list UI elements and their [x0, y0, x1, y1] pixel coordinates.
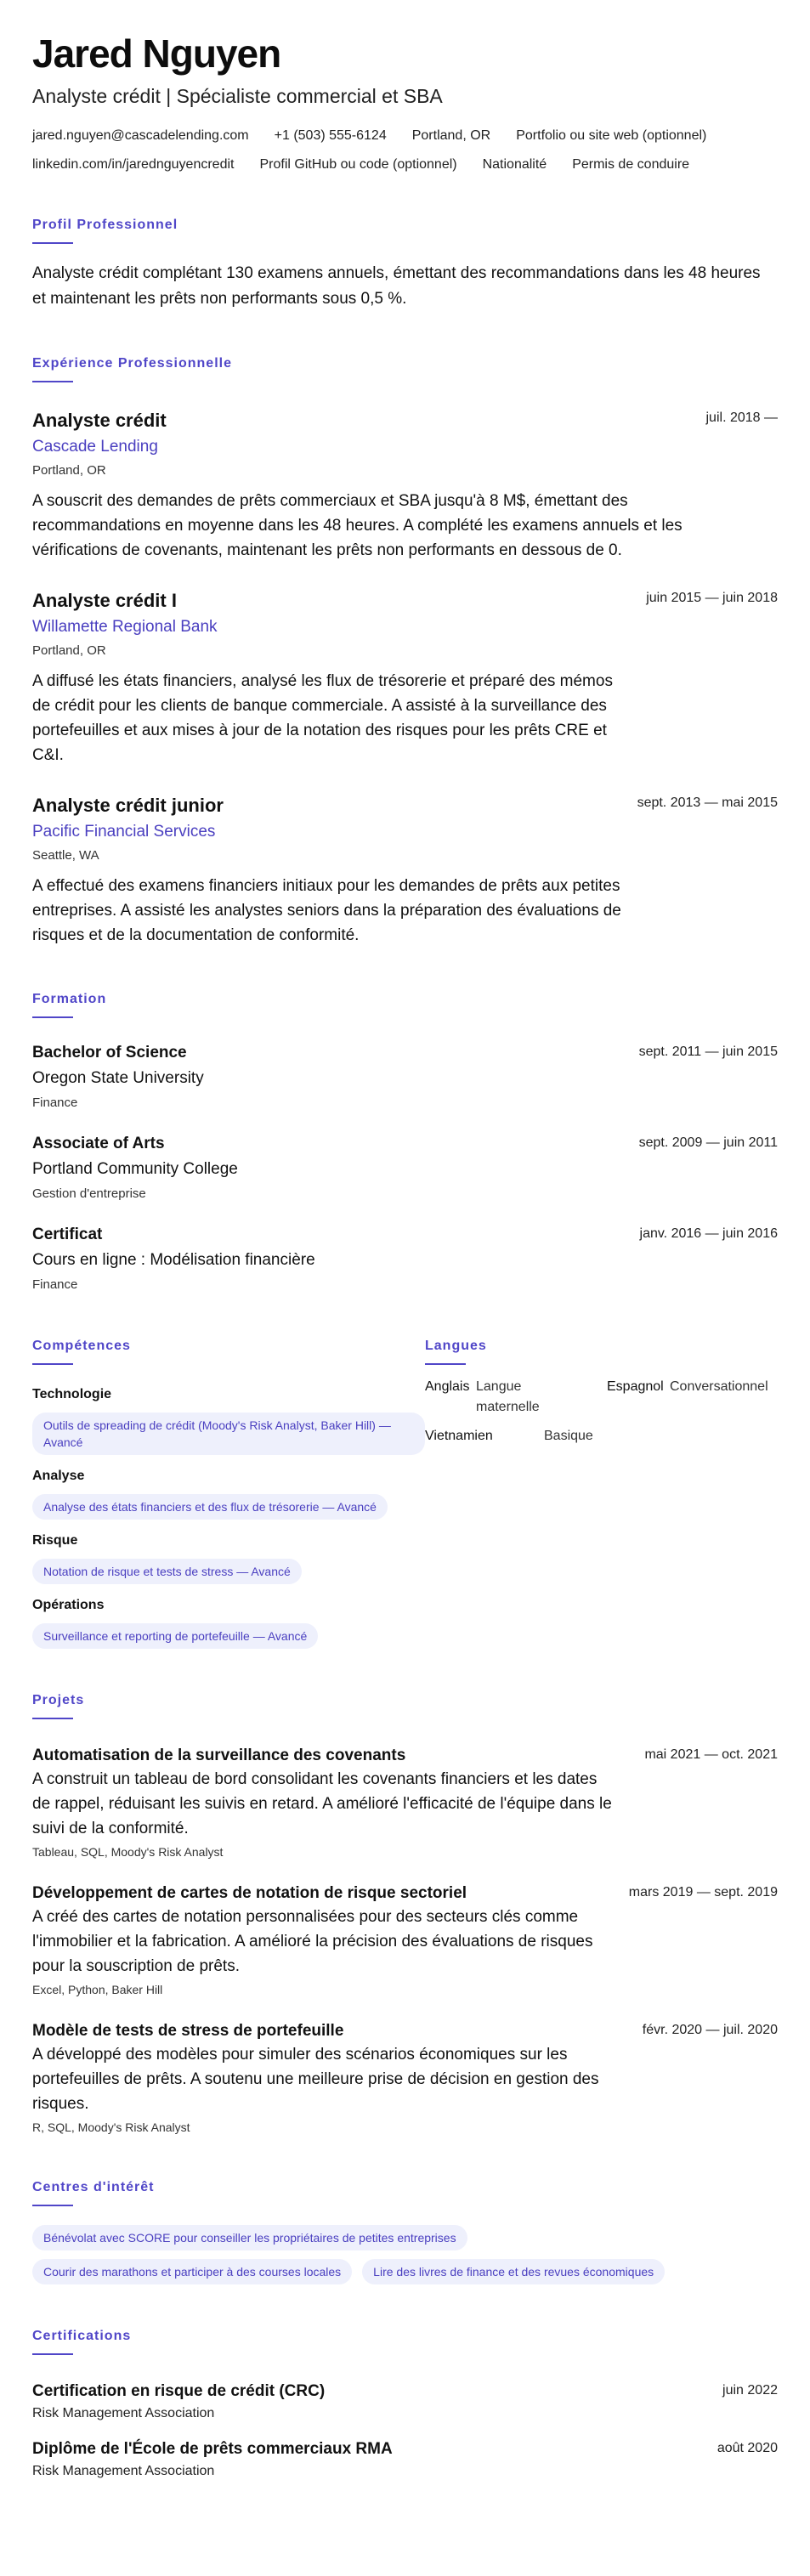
profile-section	[32, 216, 778, 312]
skills-languages-row	[32, 1337, 778, 1649]
project-tools: Excel, Python, Baker Hill	[32, 1983, 163, 1996]
education-item	[32, 1224, 778, 1294]
project-title: Modèle de tests de stress de portefeuille	[32, 2022, 344, 2040]
language-level: Basique	[544, 1429, 593, 1443]
resume-header	[32, 31, 778, 175]
section-title-projects: Projets	[32, 1693, 85, 1707]
section-divider	[32, 242, 73, 244]
section-title-education: Formation	[32, 992, 107, 1006]
skill-chip: Notation de risque et tests de stress — Avancé	[32, 1559, 302, 1584]
job-description: A diffusé les états financiers, analysé les flux de trésorerie et préparé des mémos de crédit pour les clients de banque commerciale. A assisté à la surveillance des portefeuilles et aux mises à jour de la notation des risques pour les prêts CRE et C&I.	[32, 672, 613, 764]
section-title-profile: Profil Professionnel	[32, 218, 178, 232]
project-item	[32, 2020, 778, 2136]
language-name: Anglais	[425, 1379, 470, 1394]
job-company: Cascade Lending	[32, 438, 158, 456]
interest-chip: Courir des marathons et participer à des courses locales	[32, 2259, 352, 2284]
skill-group	[32, 1531, 425, 1584]
section-title-languages: Langues	[425, 1339, 487, 1353]
language-item	[425, 1426, 607, 1447]
job-description: A effectué des examens financiers initiaux pour les demandes de prêts aux petites entreprises. A assisté les analystes seniors dans la préparation des évaluations de risques et de la documentation de conformité.	[32, 877, 621, 944]
section-title-skills: Compétences	[32, 1339, 131, 1353]
skill-category: Opérations	[32, 1598, 105, 1612]
contact-list	[32, 126, 778, 175]
interest-list	[32, 2225, 778, 2284]
certification-issuer: Risk Management Association	[32, 2406, 215, 2420]
section-divider	[32, 1363, 73, 1365]
contact-email[interactable]: jared.nguyen@cascadelending.com	[32, 128, 249, 143]
job-location: Portland, OR	[32, 463, 106, 478]
degree: Bachelor of Science	[32, 1044, 187, 1062]
job-description: A souscrit des demandes de prêts commerciaux et SBA jusqu'à 8 M$, émettant des recommandations en moyenne dans les 48 heures. A complété les examens annuels et les vérifications de covenants, maintenant les prêts non performants en dessous de 0.	[32, 492, 683, 559]
skill-chip: Analyse des états financiers et des flux de trésorerie — Avancé	[32, 1494, 388, 1520]
section-title-certifications: Certifications	[32, 2329, 132, 2343]
project-dates: mai 2021 — oct. 2021	[644, 1747, 778, 1762]
skill-group	[32, 1467, 425, 1520]
job-company: Pacific Financial Services	[32, 823, 216, 841]
contact-nationality: Nationalité	[482, 157, 547, 172]
certification-date: août 2020	[717, 2441, 778, 2455]
certifications-section	[32, 2327, 778, 2481]
experience-section	[32, 354, 778, 948]
contact-linkedin[interactable]: linkedin.com/in/jarednguyencredit	[32, 157, 235, 172]
education-item	[32, 1133, 778, 1203]
language-list	[425, 1377, 778, 1455]
certification-title: Certification en risque de crédit (CRC)	[32, 2382, 326, 2400]
project-description: A créé des cartes de notation personnalisées pour des secteurs clés comme l'immobilier et la fabrication. A amélioré la précision des évaluations de risques pour la souscription de prêts.	[32, 1908, 593, 1975]
education-dates: janv. 2016 — juin 2016	[639, 1226, 778, 1241]
project-item	[32, 1882, 778, 1998]
project-description: A construit un tableau de bord consolidant les covenants financiers et les dates de rappel, réduisant les suivis en retard. A amélioré l'efficacité de l'équipe dans le suivi de la conformité.	[32, 1770, 612, 1837]
contact-license: Permis de conduire	[572, 157, 690, 172]
skill-category: Risque	[32, 1533, 78, 1548]
certification-item	[32, 2381, 778, 2423]
job-company: Willamette Regional Bank	[32, 618, 218, 636]
education-dates: sept. 2011 — juin 2015	[638, 1045, 778, 1059]
job-title: Analyste crédit	[32, 410, 167, 431]
skill-chip: Outils de spreading de crédit (Moody's Risk Analyst, Baker Hill) — Avancé	[32, 1413, 425, 1455]
language-level: Conversationnel	[670, 1379, 768, 1394]
section-divider	[425, 1363, 466, 1365]
certification-title: Diplôme de l'École de prêts commerciaux RMA	[32, 2440, 393, 2458]
section-divider	[32, 2205, 73, 2206]
section-title-experience: Expérience Professionnelle	[32, 356, 232, 371]
languages-section	[425, 1337, 778, 1649]
project-title: Développement de cartes de notation de risque sectoriel	[32, 1884, 467, 1902]
field-of-study: Finance	[32, 1096, 78, 1110]
language-name: Espagnol	[607, 1379, 664, 1394]
job-dates: sept. 2013 — mai 2015	[637, 795, 778, 810]
project-tools: R, SQL, Moody's Risk Analyst	[32, 2120, 190, 2134]
school: Oregon State University	[32, 1069, 204, 1087]
language-item	[607, 1377, 777, 1418]
section-divider	[32, 381, 73, 382]
certification-item	[32, 2438, 778, 2481]
section-divider	[32, 1718, 73, 1719]
profile-summary: Analyste crédit complétant 130 examens annuels, émettant des recommandations dans les 48 heures et maintenant les prêts non performants sous 0,5 %.	[32, 264, 761, 308]
degree: Associate of Arts	[32, 1135, 165, 1152]
education-section	[32, 990, 778, 1294]
job-title: Analyste crédit junior	[32, 795, 224, 816]
experience-item	[32, 588, 778, 767]
skill-category: Analyse	[32, 1469, 85, 1483]
skill-group	[32, 1596, 425, 1649]
project-description: A développé des modèles pour simuler des scénarios économiques sur les portefeuilles de prêts. A soutenu une meilleure prise de décision en gestion des risques.	[32, 2046, 599, 2113]
contact-phone[interactable]: +1 (503) 555-6124	[274, 128, 387, 143]
education-item	[32, 1042, 778, 1112]
contact-location: Portland, OR	[411, 128, 491, 143]
project-dates: mars 2019 — sept. 2019	[628, 1885, 778, 1899]
job-location: Portland, OR	[32, 643, 106, 658]
experience-item	[32, 408, 778, 563]
interest-chip: Lire des livres de finance et des revues économiques	[362, 2259, 665, 2284]
job-location: Seattle, WA	[32, 848, 99, 863]
skill-category: Technologie	[32, 1387, 112, 1401]
job-dates: juil. 2018 —	[705, 410, 778, 425]
candidate-name: Jared Nguyen	[32, 31, 281, 76]
skill-chip: Surveillance et reporting de portefeuille — Avancé	[32, 1623, 318, 1649]
job-title: Analyste crédit I	[32, 590, 177, 611]
school: Portland Community College	[32, 1160, 238, 1178]
field-of-study: Gestion d'entreprise	[32, 1186, 146, 1201]
project-title: Automatisation de la surveillance des covenants	[32, 1747, 406, 1764]
degree: Certificat	[32, 1226, 103, 1243]
interests-section	[32, 2178, 778, 2284]
language-name: Vietnamien	[425, 1429, 493, 1443]
projects-section	[32, 1691, 778, 2136]
school: Cours en ligne : Modélisation financière	[32, 1251, 315, 1269]
project-item	[32, 1745, 778, 1860]
interest-chip: Bénévolat avec SCORE pour conseiller les propriétaires de petites entreprises	[32, 2225, 467, 2250]
section-divider	[32, 1016, 73, 1018]
language-level: Langue maternelle	[476, 1379, 540, 1414]
contact-portfolio[interactable]: Portfolio ou site web (optionnel)	[516, 128, 707, 143]
skills-section	[32, 1337, 425, 1649]
field-of-study: Finance	[32, 1277, 78, 1292]
education-dates: sept. 2009 — juin 2011	[638, 1135, 778, 1150]
candidate-headline: Analyste crédit | Spécialiste commercial et SBA	[32, 85, 443, 107]
certification-issuer: Risk Management Association	[32, 2464, 215, 2478]
skill-group	[32, 1385, 425, 1455]
job-dates: juin 2015 — juin 2018	[646, 591, 778, 605]
language-item	[425, 1377, 607, 1418]
contact-github[interactable]: Profil GitHub ou code (optionnel)	[259, 157, 457, 172]
project-dates: févr. 2020 — juil. 2020	[642, 2023, 778, 2037]
experience-item	[32, 793, 778, 948]
certification-date: juin 2022	[722, 2383, 778, 2398]
section-divider	[32, 2353, 73, 2355]
section-title-interests: Centres d'intérêt	[32, 2180, 155, 2194]
project-tools: Tableau, SQL, Moody's Risk Analyst	[32, 1845, 224, 1859]
